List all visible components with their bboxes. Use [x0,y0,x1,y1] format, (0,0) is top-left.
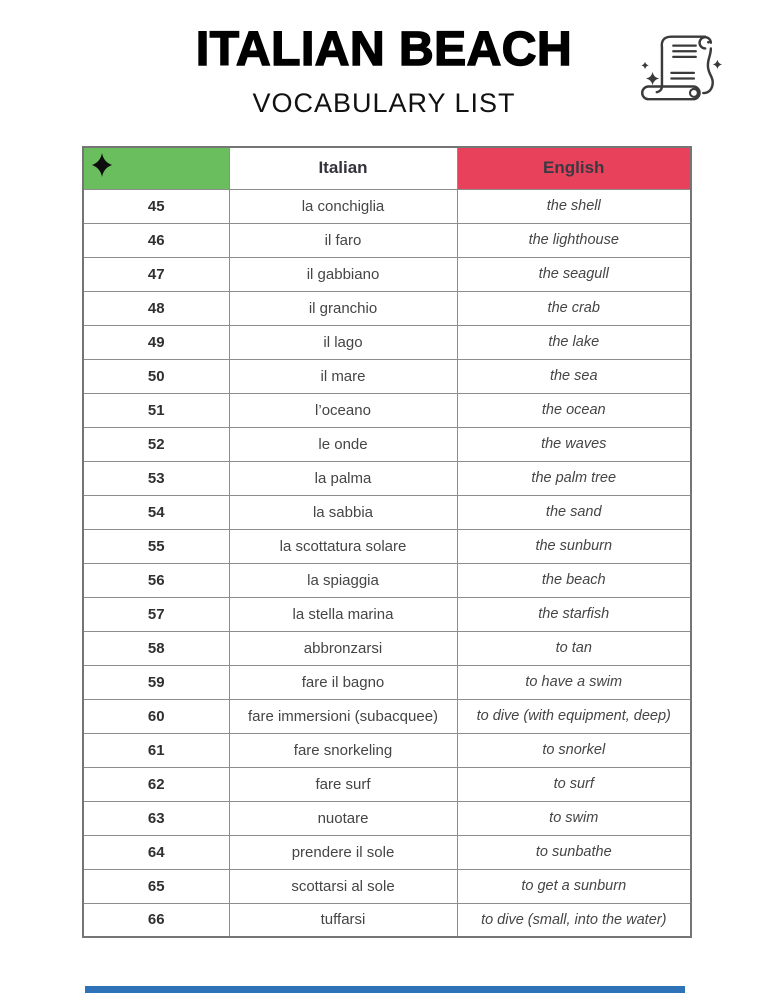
table-row [83,359,691,393]
english-word-cell: to snorkel [457,733,691,767]
row-number-cell: 53 [83,461,229,495]
table-row [83,563,691,597]
english-word-cell: to get a sunburn [457,869,691,903]
row-number-cell: 66 [83,903,229,937]
scroll-icon [630,22,724,120]
english-word-cell: the crab [457,291,691,325]
italian-word-cell: l’oceano [229,393,457,427]
row-number-cell: 64 [83,835,229,869]
english-word-cell: to swim [457,801,691,835]
english-word-cell: the waves [457,427,691,461]
english-word-cell: the lake [457,325,691,359]
italian-word-cell: la stella marina [229,597,457,631]
page-subtitle: VOCABULARY LIST [252,88,516,118]
row-number-cell: 46 [83,223,229,257]
english-word-cell: to dive (small, into the water) [457,903,691,937]
italian-word-cell: la spiaggia [229,563,457,597]
table-row [83,325,691,359]
page-title: ITALIAN BEACH [195,23,573,76]
number-header-cell [83,147,229,189]
row-number-cell: 54 [83,495,229,529]
table-header-row [83,147,691,189]
italian-word-cell: il gabbiano [229,257,457,291]
row-number-cell: 55 [83,529,229,563]
row-number-cell: 61 [83,733,229,767]
italian-word-cell: la sabbia [229,495,457,529]
row-number-cell: 49 [83,325,229,359]
table-row [83,903,691,937]
english-word-cell: to surf [457,767,691,801]
row-number-cell: 51 [83,393,229,427]
row-number-cell: 62 [83,767,229,801]
english-header-cell: English [457,147,691,189]
table-row [83,189,691,223]
italian-word-cell: la scottatura solare [229,529,457,563]
italian-word-cell: il lago [229,325,457,359]
italian-word-cell: la conchiglia [229,189,457,223]
english-word-cell: the starfish [457,597,691,631]
table-row [83,869,691,903]
english-word-cell: the sand [457,495,691,529]
table-row [83,597,691,631]
english-word-cell: to tan [457,631,691,665]
italian-word-cell: prendere il sole [229,835,457,869]
english-word-cell: the beach [457,563,691,597]
english-word-cell: the palm tree [457,461,691,495]
english-word-cell: the lighthouse [457,223,691,257]
row-number-cell: 47 [83,257,229,291]
english-word-cell: to dive (with equipment, deep) [457,699,691,733]
row-number-cell: 59 [83,665,229,699]
table-row [83,223,691,257]
english-word-cell: the ocean [457,393,691,427]
italian-word-cell: la palma [229,461,457,495]
table-row [83,733,691,767]
italian-word-cell: il granchio [229,291,457,325]
row-number-cell: 45 [83,189,229,223]
italian-word-cell: tuffarsi [229,903,457,937]
english-word-cell: the seagull [457,257,691,291]
italian-word-cell: il faro [229,223,457,257]
row-number-cell: 48 [83,291,229,325]
table-row [83,427,691,461]
row-number-cell: 58 [83,631,229,665]
table-row [83,291,691,325]
italian-word-cell: fare immersioni (subacquee) [229,699,457,733]
italian-word-cell: le onde [229,427,457,461]
row-number-cell: 56 [83,563,229,597]
italian-header-cell: Italian [229,147,457,189]
table-row [83,665,691,699]
italian-word-cell: fare surf [229,767,457,801]
italian-word-cell: scottarsi al sole [229,869,457,903]
italian-word-cell: il mare [229,359,457,393]
english-word-cell: the shell [457,189,691,223]
italian-word-cell: nuotare [229,801,457,835]
bottom-accent-bar [85,986,685,993]
italian-word-cell: fare snorkeling [229,733,457,767]
italian-word-cell: fare il bagno [229,665,457,699]
table-row [83,835,691,869]
row-number-cell: 65 [83,869,229,903]
vocab-table [82,146,692,938]
table-row [83,257,691,291]
table-row [83,767,691,801]
table-row [83,699,691,733]
table-row [83,631,691,665]
table-row [83,801,691,835]
table-row [83,461,691,495]
row-number-cell: 57 [83,597,229,631]
english-word-cell: the sunburn [457,529,691,563]
sparkle-icon [91,152,113,178]
table-row [83,393,691,427]
row-number-cell: 50 [83,359,229,393]
english-word-cell: the sea [457,359,691,393]
row-number-cell: 63 [83,801,229,835]
english-word-cell: to have a swim [457,665,691,699]
row-number-cell: 52 [83,427,229,461]
row-number-cell: 60 [83,699,229,733]
table-row [83,495,691,529]
english-word-cell: to sunbathe [457,835,691,869]
vocab-rows [83,189,691,937]
table-row [83,529,691,563]
italian-word-cell: abbronzarsi [229,631,457,665]
